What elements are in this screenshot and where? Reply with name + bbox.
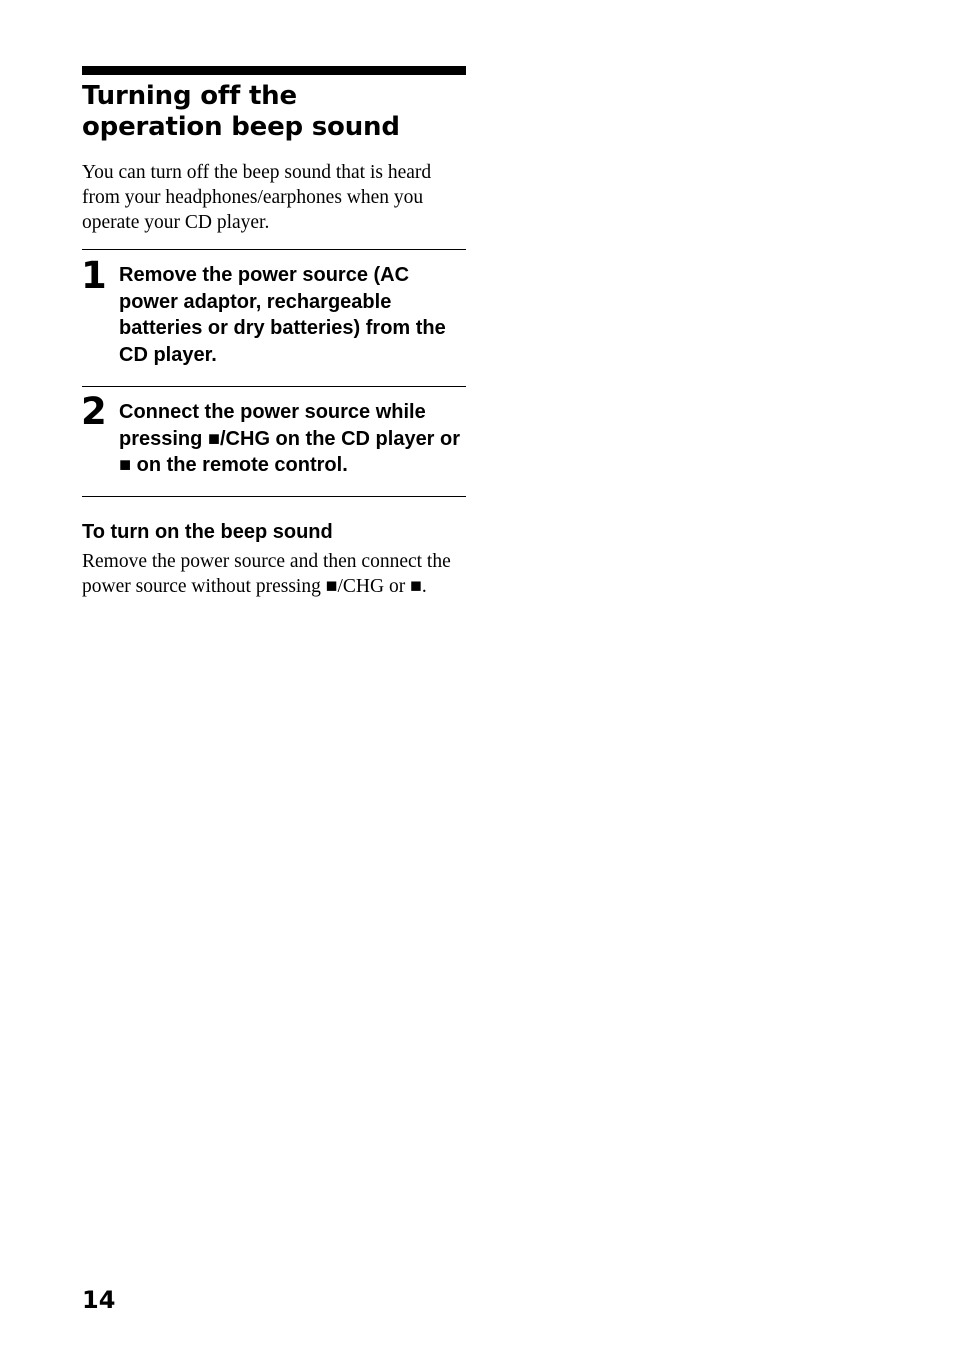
step-text: Connect the power source while pressing ■/CHG on the CD player or ■ on the remote control.	[119, 401, 461, 476]
title-rule	[82, 66, 466, 75]
divider	[82, 496, 466, 497]
content-column	[82, 66, 466, 599]
section-title-line-1: Turning off the	[82, 81, 297, 111]
beep-on-heading: To turn on the beep sound	[82, 520, 333, 543]
page-number: 14	[82, 1286, 116, 1314]
step-text: Remove the power source (AC power adaptor, rechargeable batteries or dry batteries) from the CD player.	[119, 264, 446, 366]
step-number: 2	[81, 390, 107, 433]
step-1	[82, 250, 466, 386]
step-2	[82, 387, 466, 496]
step-number: 1	[81, 254, 107, 297]
section-title-line-2: operation beep sound	[82, 112, 400, 142]
intro-paragraph: You can turn off the beep sound that is heard from your headphones/earphones when you operate your CD player.	[82, 162, 432, 233]
section-title	[82, 81, 466, 143]
beep-on-body: Remove the power source and then connect the power source without pressing ■/CHG or ■.	[82, 550, 451, 597]
